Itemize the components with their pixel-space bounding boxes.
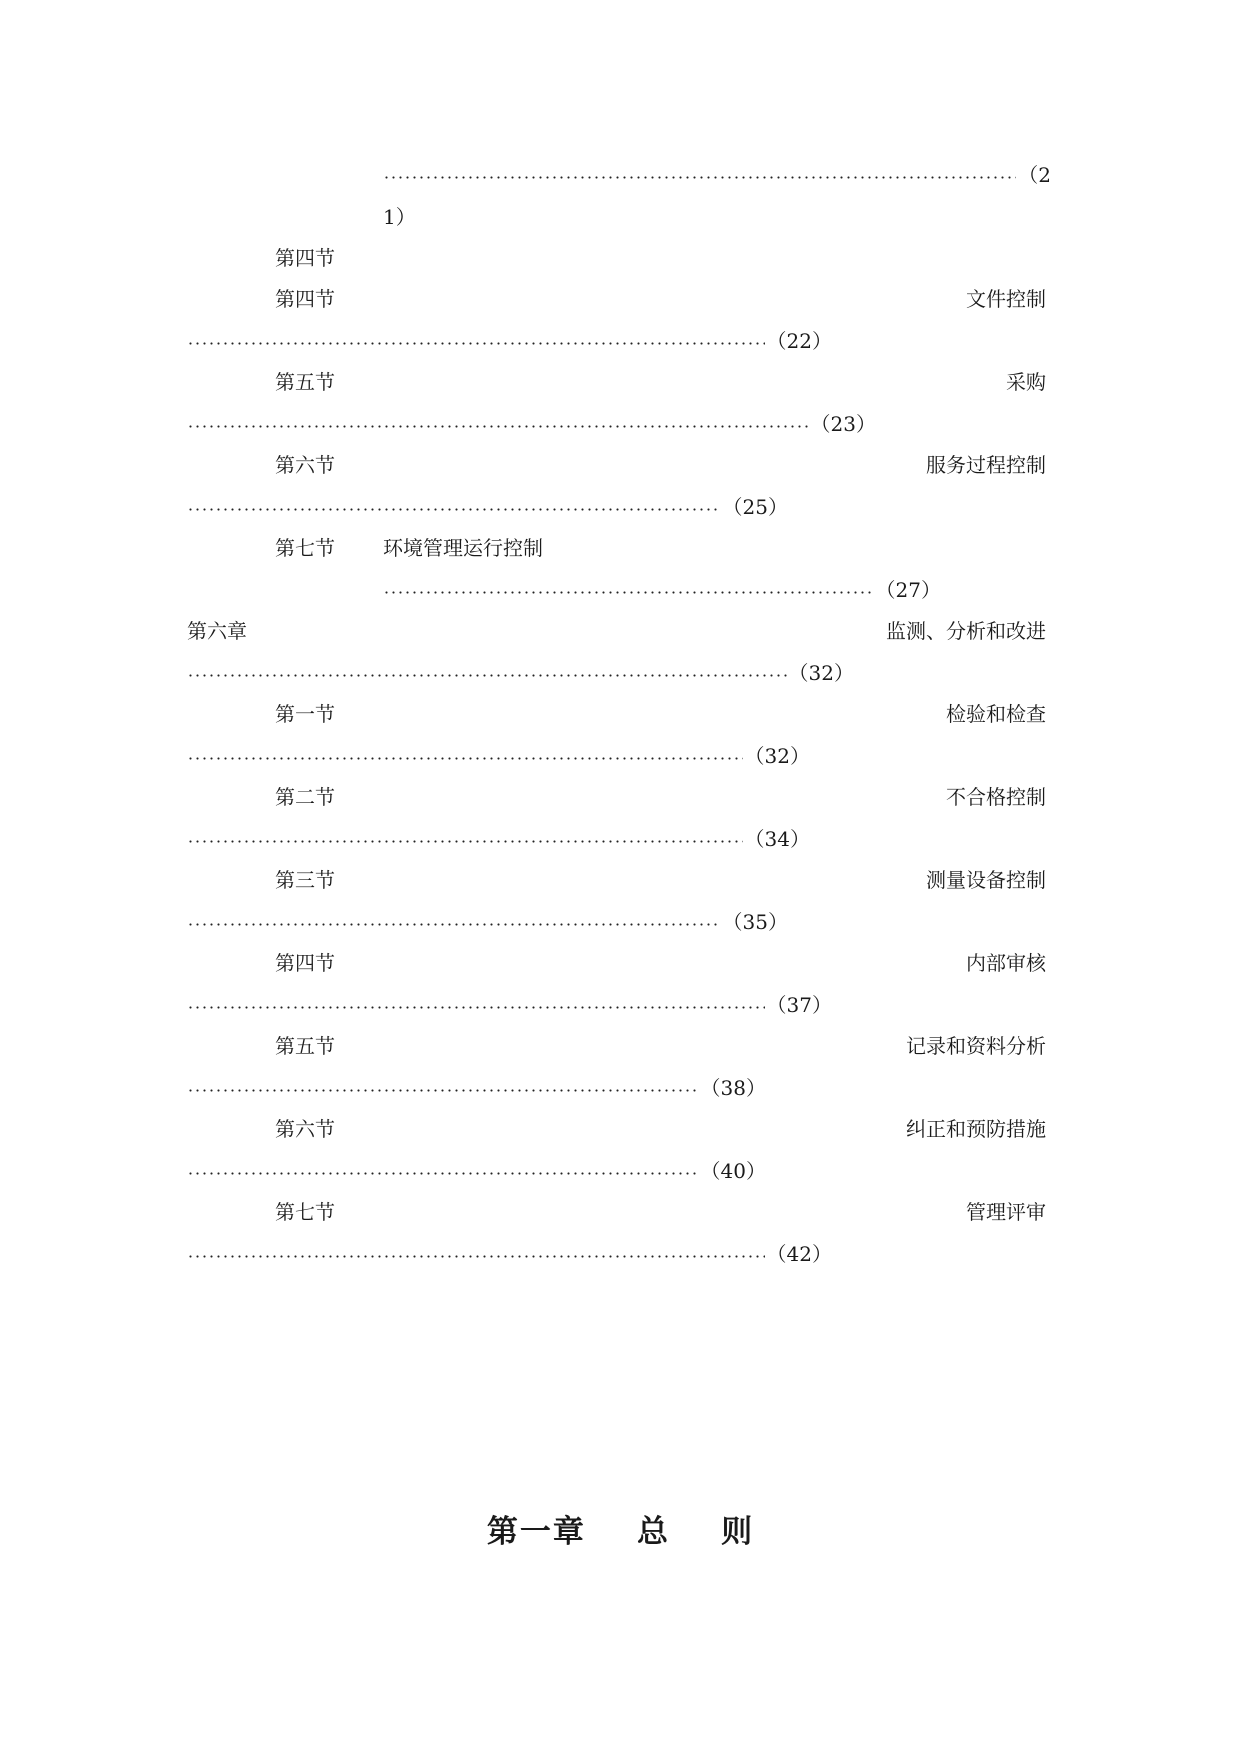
toc-section-title: 不合格控制: [946, 785, 1046, 809]
toc-page-number-wrap: 1）: [383, 205, 416, 229]
dot-leader: [187, 1006, 765, 1009]
toc-leader-line: [383, 163, 1051, 187]
toc-page-number: （32）: [788, 661, 854, 685]
toc-page-number: （40）: [700, 1159, 766, 1183]
toc-section-title: 纠正和预防措施: [906, 1117, 1046, 1141]
toc-leader-line: [187, 661, 854, 685]
toc-page-number: （34）: [744, 827, 810, 851]
dot-leader: [383, 591, 874, 594]
toc-section-label: 第三节: [275, 868, 335, 892]
toc-page-number: （22）: [766, 329, 832, 353]
dot-leader: [187, 923, 721, 926]
toc-section-title: 服务过程控制: [926, 453, 1046, 477]
toc-section-title: 文件控制: [966, 287, 1046, 311]
toc-section-label: 第二节: [275, 785, 335, 809]
dot-leader: [187, 1172, 699, 1175]
toc-leader-line: [187, 744, 810, 768]
toc-page-number: （35）: [722, 910, 788, 934]
toc-leader-line: [187, 495, 788, 519]
toc-page-number: （32）: [744, 744, 810, 768]
dot-leader: [187, 674, 787, 677]
toc-section-label: 第六节: [275, 1117, 335, 1141]
dot-leader: [187, 508, 721, 511]
toc-chapter-label: 第六章: [187, 619, 247, 643]
toc-page-number: （37）: [766, 993, 832, 1017]
toc-leader-line: [187, 1076, 766, 1100]
toc-section-title: 环境管理运行控制: [383, 536, 543, 560]
toc-leader-line: [187, 910, 788, 934]
toc-section-title: 检验和检查: [946, 702, 1046, 726]
toc-leader-line: [187, 412, 876, 436]
toc-leader-line: [187, 993, 832, 1017]
chapter-heading: 第一章 总 则: [486, 1514, 755, 1550]
toc-section-label: 第五节: [275, 1034, 335, 1058]
dot-leader: [187, 1255, 765, 1258]
toc-page-number: （2: [1018, 163, 1051, 187]
toc-leader-line: [187, 329, 832, 353]
dot-leader: [187, 840, 743, 843]
toc-page-number: （23）: [810, 412, 876, 436]
toc-section-title: 记录和资料分析: [906, 1034, 1046, 1058]
toc-leader-line: [187, 1242, 832, 1266]
dot-leader: [187, 425, 809, 428]
toc-page-number: （27）: [875, 578, 941, 602]
toc-section-title: 内部审核: [966, 951, 1046, 975]
dot-leader: [383, 176, 1016, 179]
toc-section-label: 第七节: [275, 536, 335, 560]
toc-page-number: （25）: [722, 495, 788, 519]
toc-section-title: 测量设备控制: [926, 868, 1046, 892]
toc-section-label: 第四节: [275, 287, 335, 311]
dot-leader: [187, 1089, 699, 1092]
toc-chapter-title: 监测、分析和改进: [886, 619, 1046, 643]
dot-leader: [187, 757, 743, 760]
toc-page-number: （38）: [700, 1076, 766, 1100]
dot-leader: [187, 342, 765, 345]
toc-leader-line: [383, 578, 941, 602]
toc-section-label: 第四节: [275, 246, 335, 270]
toc-section-title: 采购: [1006, 370, 1046, 394]
toc-section-label: 第七节: [275, 1200, 335, 1224]
toc-section-label: 第一节: [275, 702, 335, 726]
toc-page-number: （42）: [766, 1242, 832, 1266]
toc-section-label: 第六节: [275, 453, 335, 477]
toc-leader-line: [187, 827, 810, 851]
toc-section-label: 第四节: [275, 951, 335, 975]
toc-leader-line: [187, 1159, 766, 1183]
toc-section-title: 管理评审: [966, 1200, 1046, 1224]
toc-section-label: 第五节: [275, 370, 335, 394]
